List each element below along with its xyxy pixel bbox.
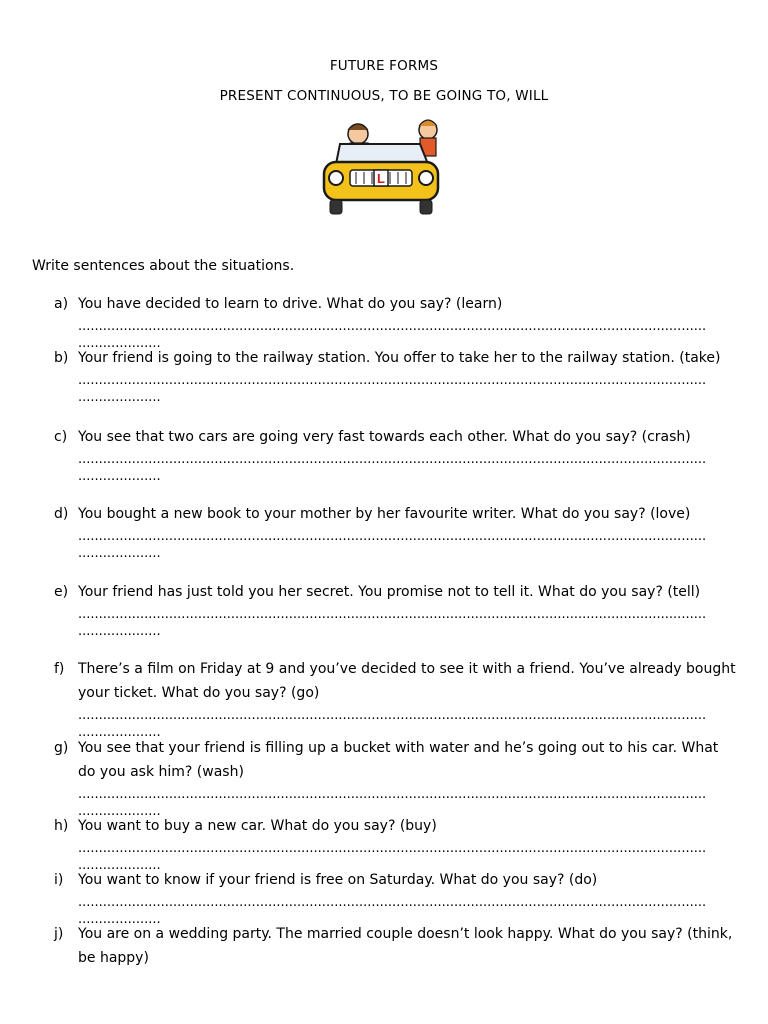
item-prompt: You have decided to learn to drive. What do you say? (learn) bbox=[78, 296, 503, 312]
answer-line[interactable]: ........................................................................................................................................................ bbox=[78, 787, 707, 802]
answer-line-continuation[interactable]: .................... bbox=[78, 727, 161, 740]
worksheet-subtitle: PRESENT CONTINUOUS, TO BE GOING TO, WILL bbox=[219, 88, 549, 104]
item-letter: c) bbox=[54, 429, 68, 445]
worksheet-title: FUTURE FORMS bbox=[329, 58, 439, 74]
item-prompt: You are on a wedding party. The married couple doesn’t look happy. What do you say? (think, be happy) bbox=[78, 926, 733, 966]
answer-line[interactable]: ........................................................................................................................................................ bbox=[78, 529, 707, 544]
answer-line-continuation[interactable]: .................... bbox=[78, 860, 161, 873]
l-plate-letter: L bbox=[377, 171, 385, 186]
exercise-item bbox=[54, 736, 740, 822]
answer-line[interactable]: ........................................................................................................................................................ bbox=[78, 895, 707, 910]
exercise-item bbox=[54, 922, 740, 970]
car-illustration bbox=[316, 114, 454, 220]
answer-line[interactable]: ........................................................................................................................................................ bbox=[78, 708, 707, 723]
item-letter: f) bbox=[54, 661, 65, 677]
answer-line-continuation[interactable]: .................... bbox=[78, 392, 161, 405]
answer-line-continuation[interactable]: .................... bbox=[78, 806, 161, 819]
exercise-item bbox=[54, 292, 740, 354]
exercise-item bbox=[54, 346, 740, 408]
exercise-item bbox=[54, 580, 740, 642]
item-prompt: You want to know if your friend is free on Saturday. What do you say? (do) bbox=[78, 872, 598, 888]
answer-line-continuation[interactable]: .................... bbox=[78, 338, 161, 351]
exercise-item bbox=[54, 868, 740, 930]
answer-line-continuation[interactable]: .................... bbox=[78, 471, 161, 484]
answer-line-continuation[interactable]: .................... bbox=[78, 914, 161, 927]
car-body bbox=[324, 144, 438, 214]
item-prompt: You bought a new book to your mother by her favourite writer. What do you say? (love) bbox=[78, 506, 691, 522]
item-letter: d) bbox=[54, 506, 69, 522]
item-letter: e) bbox=[54, 584, 69, 600]
answer-line[interactable]: ........................................................................................................................................................ bbox=[78, 319, 707, 334]
answer-line[interactable]: ........................................................................................................................................................ bbox=[78, 452, 707, 467]
answer-line-continuation[interactable]: .................... bbox=[78, 626, 161, 639]
item-letter: j) bbox=[54, 926, 64, 942]
exercise-item bbox=[54, 425, 740, 487]
answer-line[interactable]: ........................................................................................................................................................ bbox=[78, 373, 707, 388]
item-prompt: There’s a film on Friday at 9 and you’ve decided to see it with a friend. You’ve already bought your ticket. What do you say? (go) bbox=[78, 661, 736, 701]
instruction: Write sentences about the situations. bbox=[32, 258, 295, 274]
answer-line[interactable]: ........................................................................................................................................................ bbox=[78, 841, 707, 856]
item-letter: h) bbox=[54, 818, 69, 834]
item-prompt: You want to buy a new car. What do you say? (buy) bbox=[78, 818, 437, 834]
exercise-item bbox=[54, 657, 740, 743]
answer-line[interactable]: ........................................................................................................................................................ bbox=[78, 607, 707, 622]
item-prompt: You see that two cars are going very fast towards each other. What do you say? (crash) bbox=[78, 429, 691, 445]
item-letter: a) bbox=[54, 296, 69, 312]
exercise-item bbox=[54, 502, 740, 564]
answer-line-continuation[interactable]: .................... bbox=[78, 548, 161, 561]
item-prompt: You see that your friend is filling up a bucket with water and he’s going out to his car. What do you ask him? (wash) bbox=[78, 740, 719, 780]
item-prompt: Your friend has just told you her secret. You promise not to tell it. What do you say? (tell) bbox=[78, 584, 701, 600]
item-letter: b) bbox=[54, 350, 69, 366]
item-letter: i) bbox=[54, 872, 64, 888]
item-letter: g) bbox=[54, 740, 69, 756]
exercise-item bbox=[54, 814, 740, 876]
item-prompt: Your friend is going to the railway station. You offer to take her to the railway station. (take) bbox=[78, 350, 721, 366]
